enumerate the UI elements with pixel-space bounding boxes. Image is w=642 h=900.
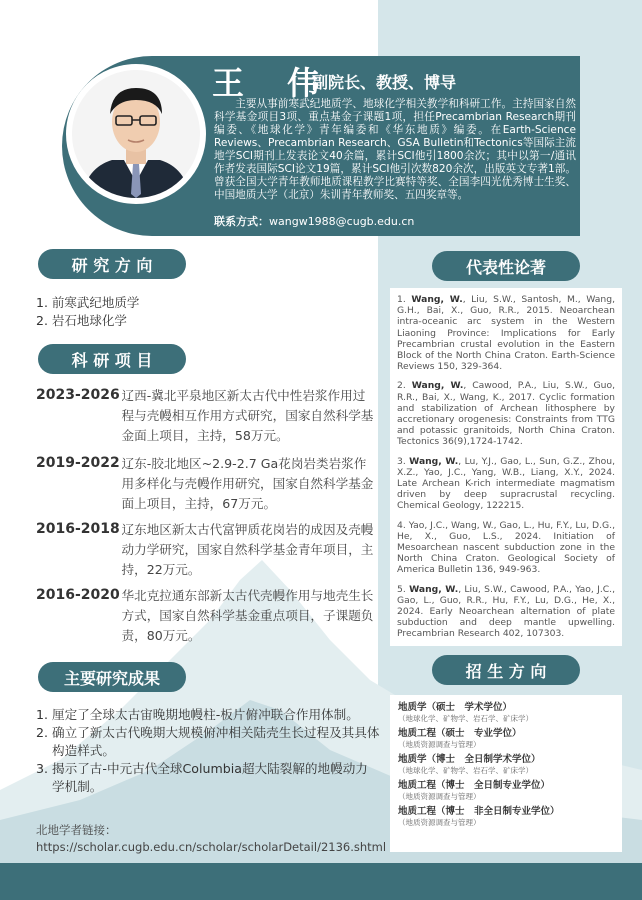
section-research-direction: 研 究 方 向 bbox=[38, 249, 186, 279]
project-item bbox=[36, 586, 376, 646]
person-name: 王 伟 bbox=[212, 64, 336, 102]
project-text: 辽东-胶北地区~2.9-2.7 Ga花岗岩类岩浆作用多样化与壳幔作用研究，国家自然科学基金面上项目，主持，67万元。 bbox=[121, 456, 374, 511]
section-projects: 科 研 项 目 bbox=[38, 344, 186, 374]
paper-item: 3. Wang, W., Lu, Y.J., Gao, L., Sun, G.Z., Zhou, X.Z., Yao, J.C., Yang, W.B., Liang, X.Y., 2024. Late Archean K-rich intermediate magmatism driven by deep supracrustal recycling. Chemical Geology, 122215. bbox=[397, 455, 616, 512]
admission-sub: （地质资源调查与管理） bbox=[398, 818, 481, 827]
scholar-link-label: 北地学者链接： bbox=[36, 823, 117, 837]
research-direction-list bbox=[36, 294, 139, 330]
contact-email[interactable]: wangw1988@cugb.edu.cn bbox=[269, 215, 415, 228]
project-text: 辽东地区新太古代富钾质花岗岩的成因及壳幔动力学研究，国家自然科学基金青年项目，主持，22万元。 bbox=[121, 522, 374, 577]
admission-title: 地质工程（博士 非全日制专业学位） bbox=[398, 806, 560, 817]
project-years: 2023-2026 bbox=[36, 387, 120, 403]
admission-sub: （地质资源调查与管理） bbox=[398, 740, 481, 749]
admissions-panel bbox=[390, 695, 622, 852]
project-item bbox=[36, 520, 376, 580]
admission-title: 地质学（博士 全日制学术学位） bbox=[398, 754, 541, 765]
project-years: 2016-2020 bbox=[36, 587, 120, 603]
project-years: 2019-2022 bbox=[36, 455, 120, 471]
admission-item bbox=[398, 753, 614, 776]
admission-sub: （地球化学、矿物学、岩石学、矿床学） bbox=[398, 714, 533, 723]
admission-item bbox=[398, 701, 614, 724]
list-item: 2. 确立了新太古代晚期大规模俯冲相关陆壳生长过程及其具体构造样式。 bbox=[36, 725, 380, 758]
list-item: 3. 揭示了古-中元古代全球Columbia超大陆裂解的地幔动力学机制。 bbox=[36, 761, 368, 794]
paper-item: 5. Wang, W., Liu, S.W., Cawood, P.A., Yao, J.C., Gao, L., Guo, R.R., Hu, F.Y., Lu, D.G., He, X., 2024. Early Neoarchean alternation of plate subduction and deep mantle upwelling. Precambrian Research 402, 107303. bbox=[397, 583, 616, 640]
paper-item: 1. Wang, W., Liu, S.W., Santosh, M., Wang, G.H., Bai, X., Guo, R.R., 2015. Neoarchean intra-oceanic arc system in the Western Liaoning Province: Implications for Early Precambrian crustal evolution in the Eastern Block of the North China Craton. Earth-Science Reviews 150, 329-364. bbox=[397, 294, 616, 373]
project-item bbox=[36, 454, 376, 514]
project-years: 2016-2018 bbox=[36, 521, 120, 537]
admission-title: 地质工程（博士 全日制专业学位） bbox=[398, 780, 551, 791]
scholar-link-block bbox=[36, 822, 386, 856]
admission-sub: （地球化学、矿物学、岩石学、矿床学） bbox=[398, 766, 533, 775]
scholar-link-url[interactable]: https://scholar.cugb.edu.cn/scholar/scholarDetail/2136.shtml bbox=[36, 840, 387, 854]
section-admissions: 招 生 方 向 bbox=[432, 655, 580, 685]
section-achievements: 主要研究成果 bbox=[38, 662, 186, 692]
paper-item: 2. Wang, W., Cawood, P.A., Liu, S.W., Guo, R.R., Bai, X., Wang, K., 2017. Cyclic formation and stabilization of Archean lithosphere by accretionary orogenesis: Constraints from TTG and potassic granitoids, North China Craton. Tectonics 36(9),1724-1742. bbox=[397, 380, 616, 448]
list-item: 1. 前寒武纪地质学 bbox=[36, 295, 140, 310]
person-title: 副院长、教授、博导 bbox=[312, 73, 457, 92]
footer-band bbox=[0, 863, 642, 900]
papers-panel bbox=[390, 288, 622, 646]
intro-text: 主要从事前寒武纪地质学、地球化学相关教学和科研工作。主持国家自然科学基金项目3项、重点基金子课题1项，担任Precambrian Research期刊编委、《地球化学》青年编委和《华东地质》编委。在Earth-Science Reviews、Precambrian Research、GSA Bulletin和Tectonics等国际主流地学SCI期刊上发表论文40余篇，累计SCI他引1800余次；其中以第一/通讯作者发表国际SCI论文19篇，累计SCI他引次数820余次，出版英文专著1部。曾获全国大学青年教师地质课程教学比赛特等奖、全国李四光优秀博士生奖、中国地质大学（北京）朱训青年教师奖、五四奖章等。 bbox=[214, 98, 576, 201]
project-text: 华北克拉通东部新太古代壳幔作用与地壳生长方式，国家自然科学基金重点项目，子课题负责，80万元。 bbox=[121, 588, 374, 643]
section-papers: 代表性论著 bbox=[432, 251, 580, 281]
paper-item: 4. Yao, J.C., Wang, W., Gao, L., Hu, F.Y., Lu, D.G., He, X., Guo, L.S., 2024. Initiation of Mesoarchean nascent subduction zone in the North China Craton. Geological Society of America Bulletin 136, 949-963. bbox=[397, 519, 616, 576]
admission-title: 地质工程（硕士 专业学位） bbox=[398, 728, 522, 739]
project-text: 辽西-冀北平泉地区新太古代中性岩浆作用过程与壳幔相互作用方式研究，国家自然科学基金面上项目，主持，58万元。 bbox=[121, 388, 374, 443]
admission-title: 地质学（硕士 学术学位） bbox=[398, 702, 513, 713]
contact-label: 联系方式： bbox=[214, 215, 269, 228]
admission-item bbox=[398, 727, 614, 750]
avatar bbox=[66, 64, 206, 204]
admission-sub: （地质资源调查与管理） bbox=[398, 792, 481, 801]
project-item bbox=[36, 386, 376, 446]
list-item: 2. 岩石地球化学 bbox=[36, 313, 127, 328]
admission-item bbox=[398, 779, 614, 802]
contact-line bbox=[214, 213, 414, 229]
list-item: 1. 厘定了全球太古宙晚期地幔柱-板片俯冲联合作用体制。 bbox=[36, 707, 359, 722]
admission-item bbox=[398, 805, 614, 828]
achievement-list bbox=[36, 706, 380, 796]
